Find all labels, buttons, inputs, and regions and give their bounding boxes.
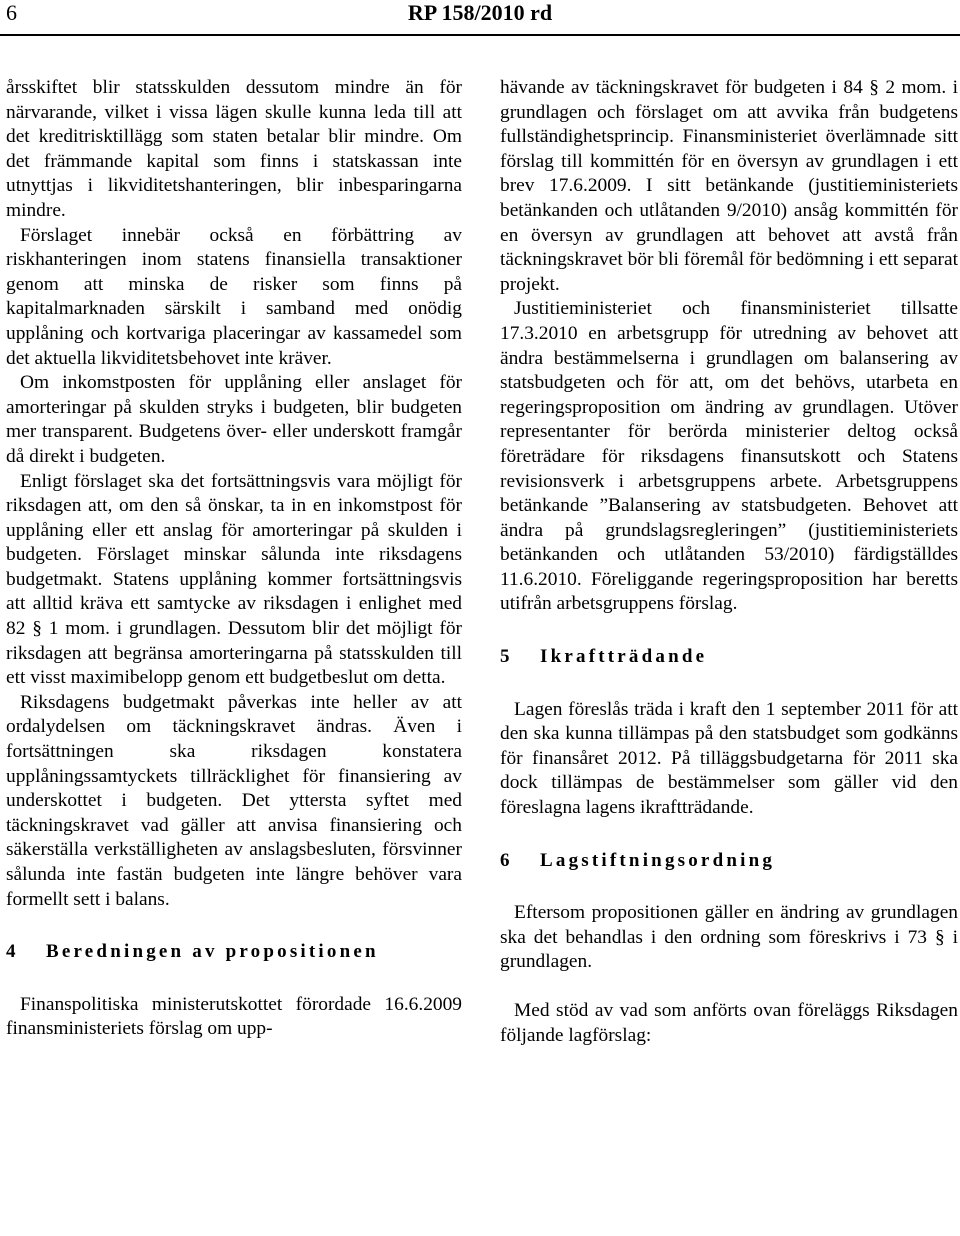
section-number: 4 xyxy=(6,941,16,963)
right-column xyxy=(500,76,958,1048)
paragraph: Eftersom propositionen gäller en ändring av grundlagen ska det behandlas i den ordning som föreskrivs i 73 § i grundlagen. xyxy=(500,902,958,973)
paragraph: Finanspolitiska ministerutskottet förordade 16.6.2009 finansministeriets förslag om upp- xyxy=(6,993,462,1040)
paragraph: Lagen föreslås träda i kraft den 1 september 2011 för att den ska kunna tillämpas på den statsbudget som godkänns för finansåret 2012. På tilläggsbudgetarna för 2011 ska dock tillämpas de bestämmelser som gäller vid den föreslagna lagens ikraftträdande. xyxy=(500,698,958,819)
document-id: RP 158/2010 rd xyxy=(407,0,553,25)
paragraph: Justitieministeriet och finansministeriet tillsatte 17.3.2010 en arbetsgrupp för utredning av behovet att ändra bestämmelserna i grundlagen om balansering av statsbudgeten och för att, om det behövs, utarbeta en regeringsproposition om ändring av grundlagen. Utöver representanter för berörda ministerier deltog också företrädare för riksdagens finansutskott och Statens revisionsverk i arbetsgruppens arbete. Arbetsgruppens betänkande ”Balansering av statsbudgeten. Behovet att ändra på grundslagsregleringen” (justitieministeriets betänkanden och utlåtanden 53/2010) färdigställdes 11.6.2010. Föreliggande regeringsproposition har beretts utifrån arbetsgruppens förslag. xyxy=(500,298,958,615)
section-number: 5 xyxy=(500,646,510,668)
left-column xyxy=(6,76,462,1042)
paragraph: Med stöd av vad som anförts ovan föreläggs Riksdagen följande lagförslag: xyxy=(500,1000,958,1046)
paragraph: årsskiftet blir statsskulden dessutom mindre än för närvarande, vilket i vissa lägen skulle kunna leda till att det kreditrisktillägg som staten betalar blir mindre. Om det främmande kapital som finns i statskassan inte utnyttjas i likviditetshanteringen, blir inbesparingarna mindre. xyxy=(6,77,462,221)
section-title: Lagstiftningsordning xyxy=(540,849,776,871)
section-heading-5 xyxy=(500,645,958,670)
paragraph: Förslaget innebär också en förbättring av riskhanteringen inom statens finansiella transaktioner genom att minska de risker som finns på kapitalmarknaden särskilt i samband med onödig upplåning och kortvariga placeringar av kassamedel som det aktuella likviditetsbehovet inte kräver. xyxy=(6,224,462,369)
section-heading-4 xyxy=(6,940,462,965)
section-heading-6 xyxy=(500,849,958,874)
paragraph: Riksdagens budgetmakt påverkas inte heller av att ordalydelsen om täckningskravet ändras. Även i fortsättningen ska riksdagen konstatera upplåningssamtyckets tillräcklighet för finansiering av underskottet i budgeten. Det yttersta syftet med täckningskravet vad gäller att anvisa finansiering och säkerställa verkställigheten av anslagsbesluten, försvinner sålunda inte fastän budgeten inte längre behöver vara formellt sett i balans. xyxy=(6,691,462,910)
paragraph: hävande av täckningskravet för budgeten i 84 § 2 mom. i grundlagen och förslaget om att avvika från budgetens fullständighetsprincip. Finansministeriet överlämnade sitt förslag till kommittén för en översyn av grundlagen i ett brev 17.6.2009. I sitt betänkande (justitieministeriets betänkanden och utlåtanden 9/2010) ansåg kommittén för en översyn av grundlagen att behovet att avstå från täckningskravet bör bli föremål för bedömning i ett separat projekt. xyxy=(500,77,958,295)
section-title: Beredningen av propositionen xyxy=(46,941,379,963)
section-number: 6 xyxy=(500,849,510,871)
paragraph: Om inkomstposten för upplåning eller anslaget för amorteringar på skulden stryks i budgeten, blir budgeten mer transparent. Budgetens över- eller underskott framgår då direkt i budgeten. xyxy=(6,372,462,467)
page-number: 6 xyxy=(6,0,17,25)
paragraph: Enligt förslaget ska det fortsättningsvis vara möjligt för riksdagen att, om den så önskar, ta in en inkomstpost för upplåning eller ett anslag för amorteringar på skulden i budgeten. Förslaget minskar sålunda inte riksdagens budgetmakt. Statens upplåning kommer fortsättningsvis att alltid kräva ett samtycke av riksdagen i enlighet med 82 § 1 mom. i grundlagen. Dessutom blir det möjligt för riksdagen att begränsa amorteringarna på statsskulden till ett visst maximibelopp genom ett budgetbeslut om detta. xyxy=(6,470,462,689)
header-rule xyxy=(0,34,960,36)
section-title: Ikraftträdande xyxy=(540,646,708,668)
